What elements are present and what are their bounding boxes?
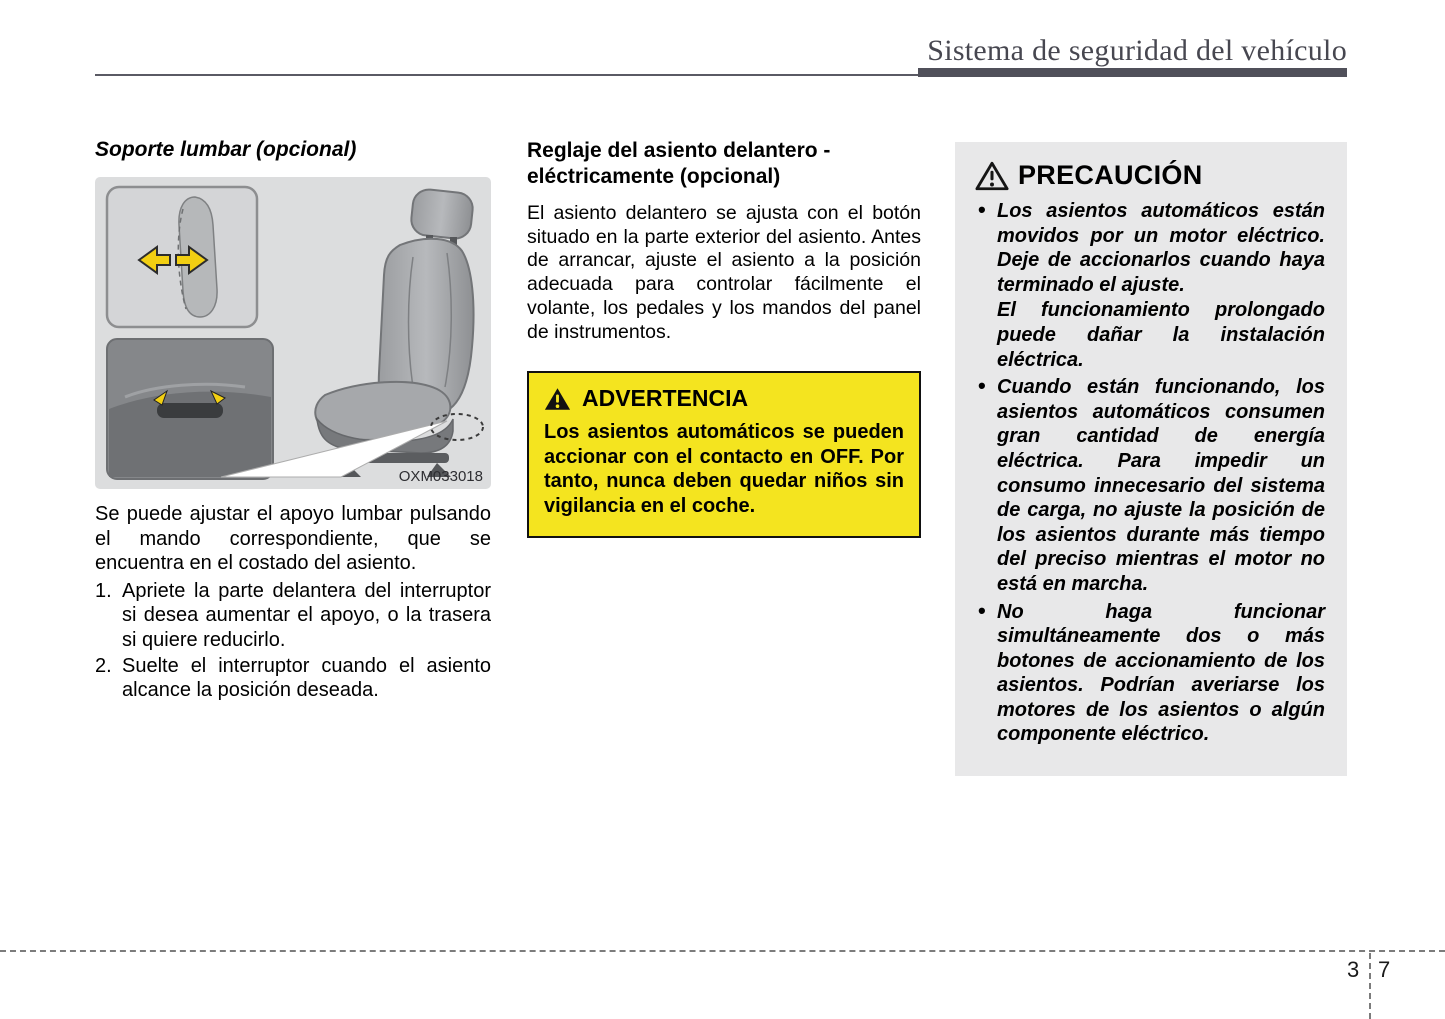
power-seat-paragraph: El asiento delantero se ajusta con el botón situado en la parte exterior del asiento. Antes de arrancar, ajuste el asiento a la posición adecuada para controlar fácilmente el volante, los pedales y los mandos del panel de instrumentos.: [527, 202, 921, 343]
caution-bullet: [975, 600, 1325, 748]
caution-title: PRECAUCIÓN: [1018, 160, 1203, 190]
list-item-number: 1.: [95, 579, 112, 602]
warning-text: Los asientos automáticos se pueden accionar con el contacto en OFF. Por tanto, nunca deben quedar niños sin vigilancia en el coche.: [544, 421, 904, 517]
section-heading-power-seat: Reglaje del asiento delantero - eléctricamente (opcional): [527, 139, 831, 188]
header-accent-bar: [918, 68, 1347, 77]
page-title: Sistema de seguridad del vehículo: [927, 34, 1347, 67]
warning-title-row: [544, 385, 904, 412]
footer-dashed-line: [0, 950, 1445, 952]
caution-box: [955, 142, 1347, 776]
warning-box: [527, 371, 921, 537]
caution-bullet: [975, 199, 1325, 372]
caution-triangle-icon: [975, 161, 1009, 191]
footer-fold-mark: [1369, 953, 1371, 1019]
section-heading-lumbar: Soporte lumbar (opcional): [95, 138, 357, 161]
warning-triangle-icon: [544, 387, 571, 411]
caution-bullet-text: • Cuando están funcionando, los asientos automáticos consumen gran cantidad de energía eléctrica. Para impedir un consumo innecesario del sistema de carga, no ajuste la posición de los asientos durante más tiempo del preciso mientras el motor no está en marcha.: [997, 376, 1325, 595]
caution-bullet-text: • No haga funcionar simultáneamente dos o más botones de accionamiento de los asientos. Podrían averiarse los motores de los asientos o algún componente eléctrico.: [997, 600, 1325, 746]
list-item: [95, 654, 491, 703]
left-column: [95, 138, 491, 703]
list-item-text: Suelte el interruptor cuando el asiento alcance la posición deseada.: [122, 654, 491, 702]
middle-column: [527, 138, 921, 538]
page-chapter-number: 3: [1347, 957, 1360, 982]
seat-illustration: [95, 177, 491, 489]
caution-list: [975, 199, 1325, 747]
seat-illustration-graphic: [95, 177, 491, 489]
warning-title: ADVERTENCIA: [582, 385, 749, 412]
caution-bullet-text: • Los asientos automáticos están movidos por un motor eléctrico. Deje de accionarlos cuando haya terminado el ajuste.: [997, 200, 1325, 296]
list-item-text: Apriete la parte delantera del interruptor si desea aumentar el apoyo, o la trasera si quiere reducirlo.: [122, 579, 491, 651]
caution-bullet: [975, 375, 1325, 596]
caution-bullet-text: El funcionamiento prolongado puede dañar la instalación eléctrica.: [997, 299, 1325, 371]
lumbar-inset: [107, 187, 257, 327]
caution-title-row: [975, 160, 1325, 191]
figure-code: OXM033018: [398, 468, 483, 485]
lumbar-steps: [95, 579, 491, 703]
lumbar-paragraph: Se puede ajustar el apoyo lumbar pulsando el mando correspondiente, que se encuentra en el costado del asiento.: [95, 503, 491, 575]
list-item-number: 2.: [95, 654, 112, 677]
switch-inset: [107, 339, 273, 479]
page-number: 7: [1378, 957, 1391, 982]
list-item: [95, 579, 491, 653]
